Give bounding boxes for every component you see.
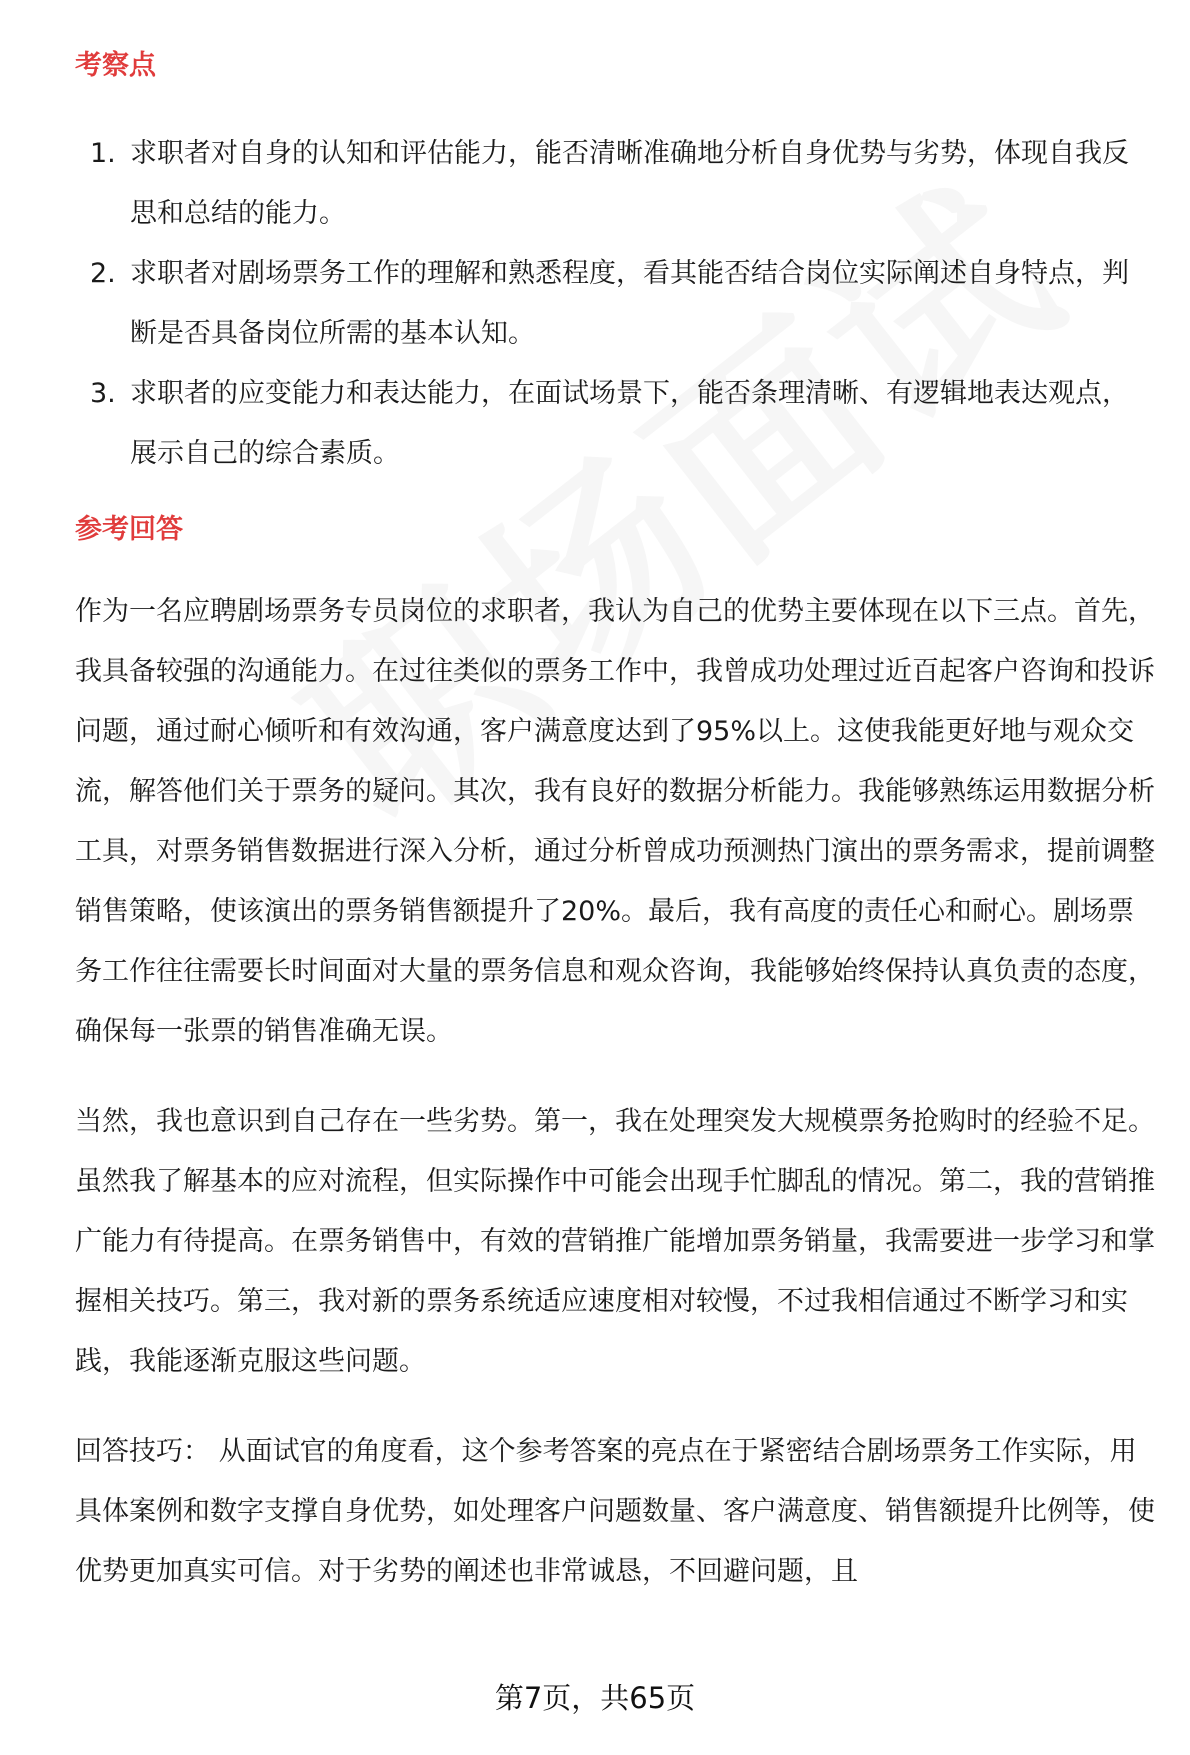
list-item — [75, 364, 1155, 484]
exam-points-list — [75, 124, 1155, 484]
list-item-number: 1. — [90, 138, 116, 169]
answer-paragraph-strengths: 作为一名应聘剧场票务专员岗位的求职者，我认为自己的优势主要体现在以下三点。首先，我具备较强的沟通能力。在过往类似的票务工作中，我曾成功处理过近百起客户咨询和投诉问题，通过耐心倾听和有效沟通，客户满意度达到了95%以上。这使我能更好地与观众交流，解答他们关于票务的疑问。其次，我有良好的数据分析能力。我能够熟练运用数据分析工具，对票务销售数据进行深入分析，通过分析曾成功预测热门演出的票务需求，提前调整销售策略，使该演出的票务销售额提升了20%。最后，我有高度的责任心和耐心。剧场票务工作往往需要长时间面对大量的票务信息和观众咨询，我能够始终保持认真负责的态度，确保每一张票的销售准确无误。 — [75, 596, 1155, 1047]
page-content — [75, 46, 1155, 1602]
list-item-text: 求职者对剧场票务工作的理解和熟悉程度，看其能否结合岗位实际阐述自身特点，判断是否具备岗位所需的基本认知。 — [130, 258, 1129, 349]
reference-answer-heading: 参考回答 — [75, 514, 183, 545]
exam-points-heading: 考察点 — [75, 50, 156, 81]
list-item — [75, 124, 1155, 244]
answer-paragraph-tips: 回答技巧： 从面试官的角度看，这个参考答案的亮点在于紧密结合剧场票务工作实际，用具体案例和数字支撑自身优势，如处理客户问题数量、客户满意度、销售额提升比例等，使优势更加真实可信。对于劣势的阐述也非常诚恳，不回避问题，且 — [75, 1436, 1155, 1587]
page-number: 第7页，共65页 — [494, 1681, 696, 1715]
list-item — [75, 244, 1155, 364]
answer-paragraph-weaknesses: 当然，我也意识到自己存在一些劣势。第一，我在处理突发大规模票务抢购时的经验不足。虽然我了解基本的应对流程，但实际操作中可能会出现手忙脚乱的情况。第二，我的营销推广能力有待提高。在票务销售中，有效的营销推广能增加票务销量，我需要进一步学习和掌握相关技巧。第三，我对新的票务系统适应速度相对较慢，不过我相信通过不断学习和实践，我能逐渐克服这些问题。 — [75, 1106, 1155, 1377]
list-item-number: 3. — [90, 378, 116, 409]
list-item-number: 2. — [90, 258, 116, 289]
list-item-text: 求职者对自身的认知和评估能力，能否清晰准确地分析自身优势与劣势，体现自我反思和总结的能力。 — [130, 138, 1129, 229]
list-item-text: 求职者的应变能力和表达能力，在面试场景下，能否条理清晰、有逻辑地表达观点，展示自己的综合素质。 — [130, 378, 1129, 469]
